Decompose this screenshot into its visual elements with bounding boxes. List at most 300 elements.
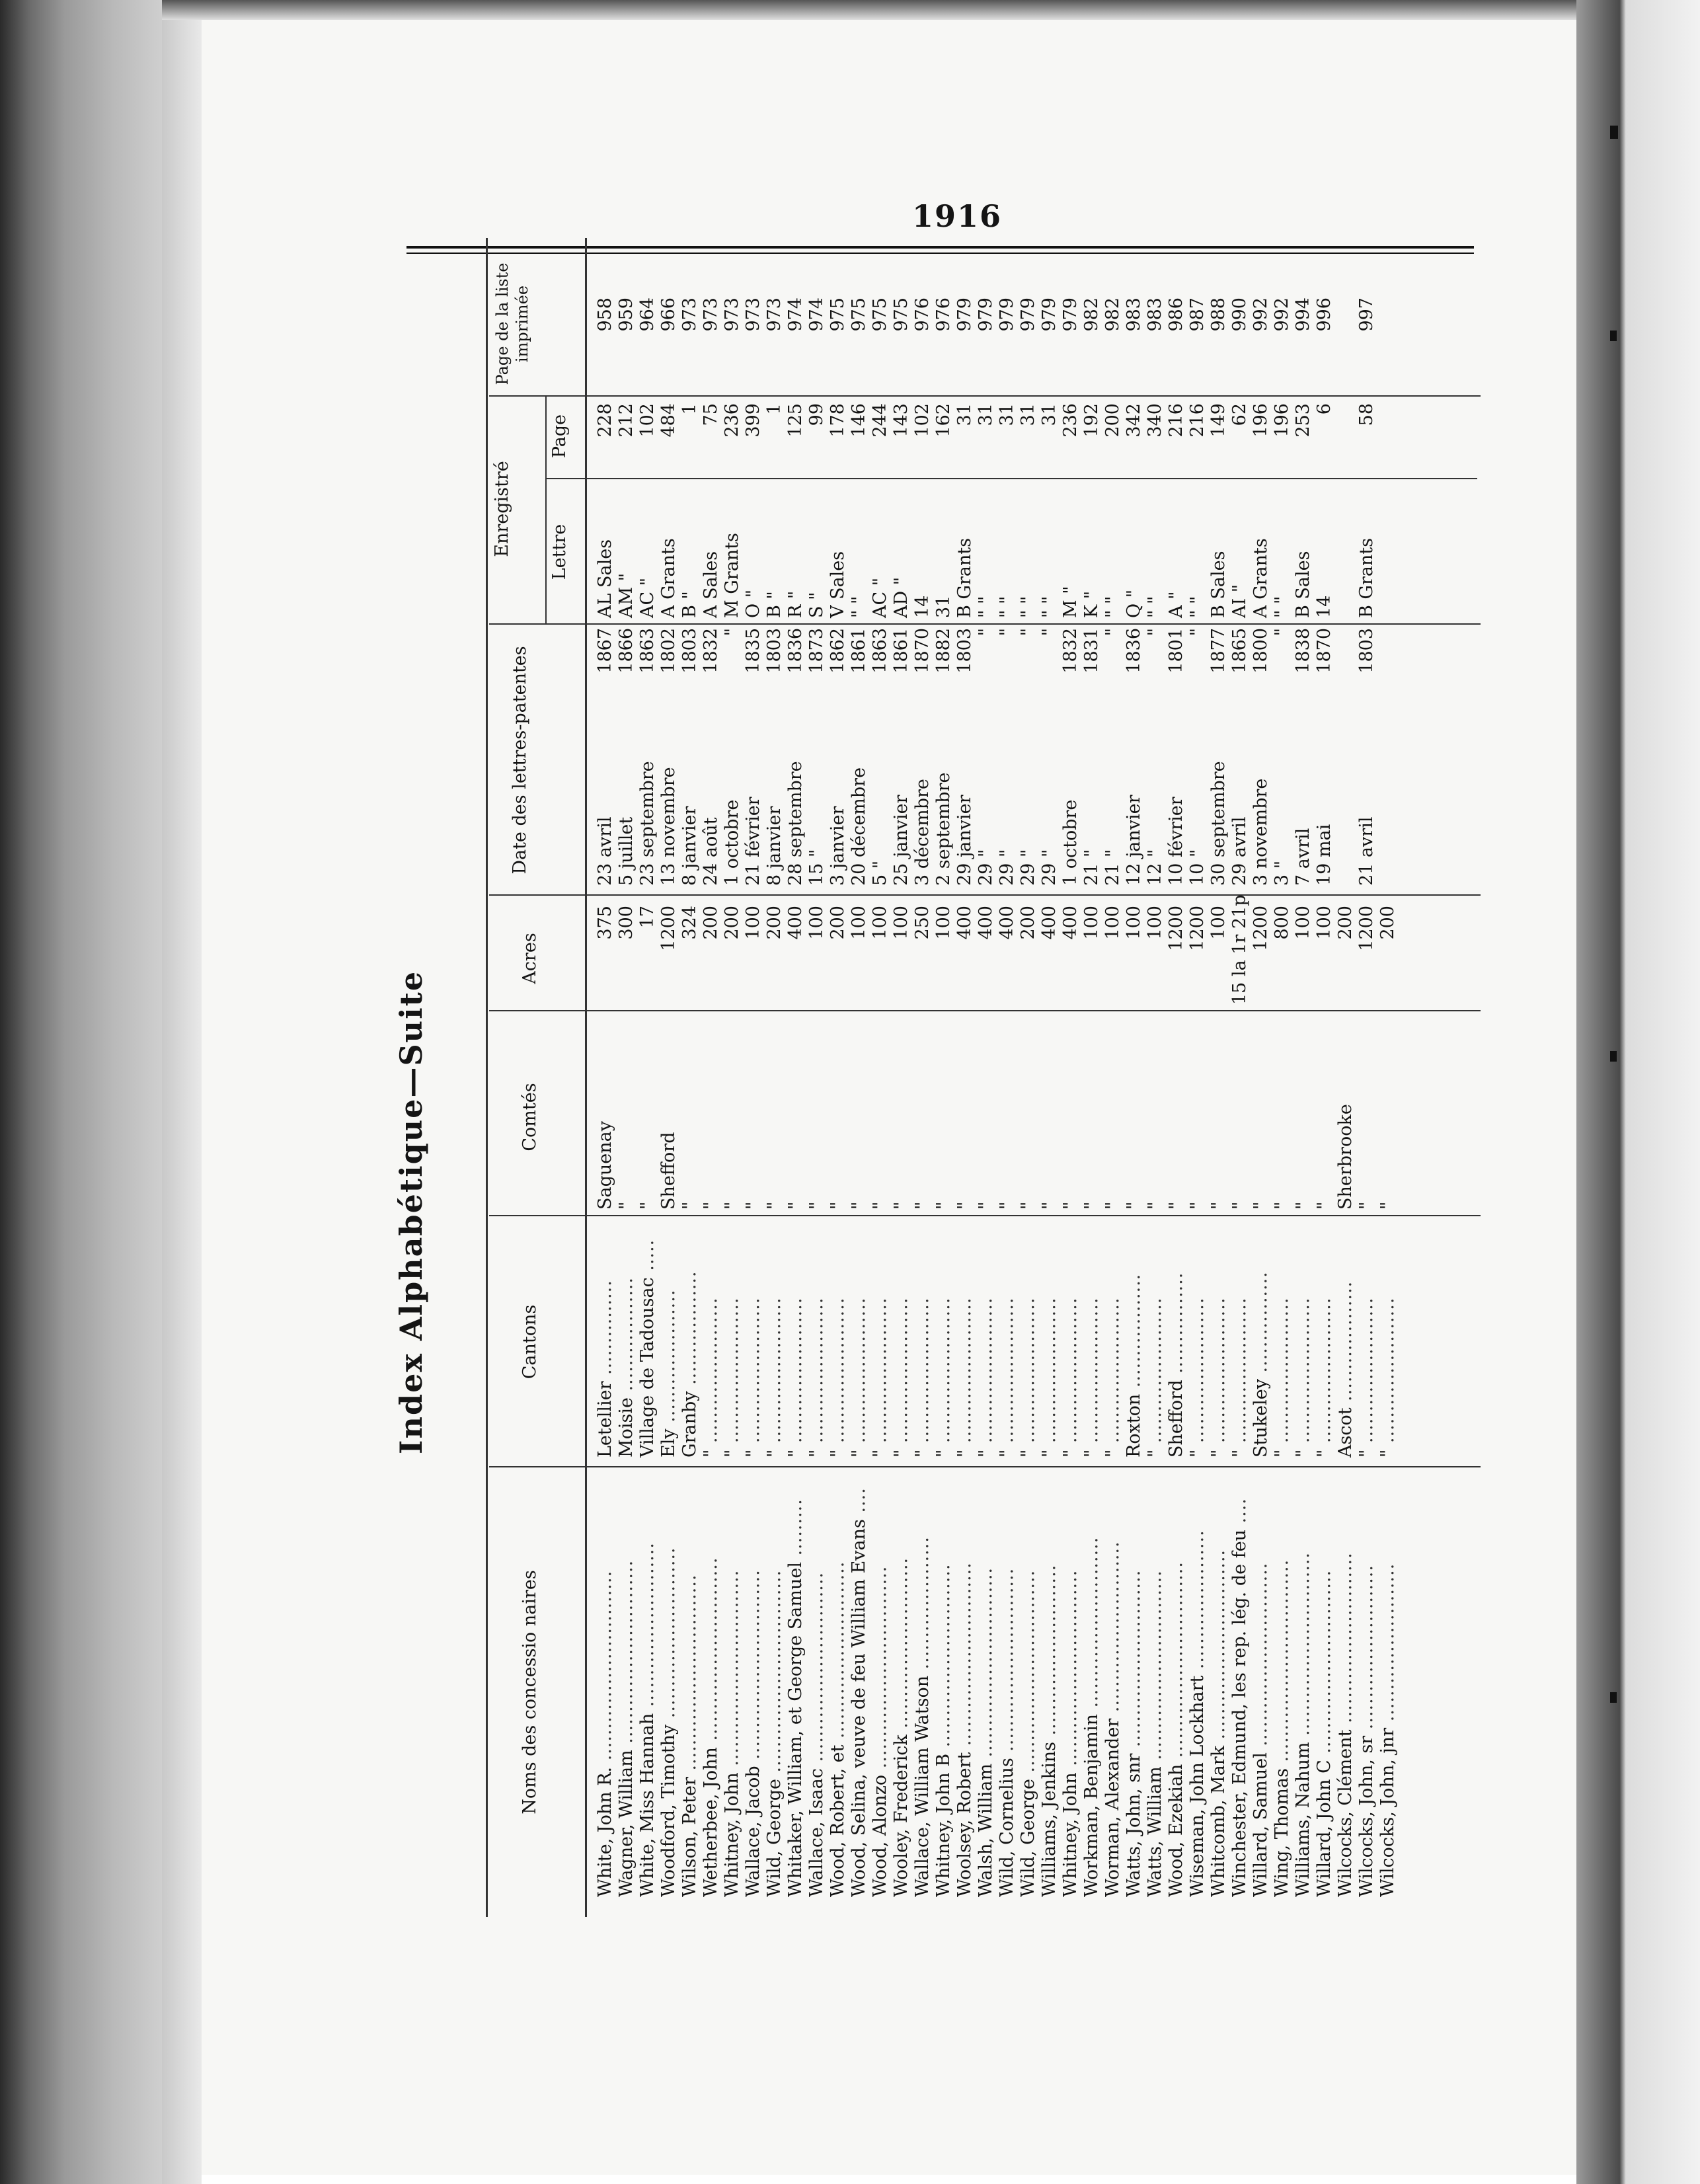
cell-annee [1124,628,1145,681]
cell-annee [933,628,954,681]
cell-lettre-text: " " [1039,596,1060,618]
cell-liste [1229,297,1251,390]
leader-dots: ............................. [933,1563,954,1754]
cell-comte [1314,1018,1335,1210]
cell-annee-text: 1836 [1124,628,1144,674]
cell-date-text: 24 août [701,817,721,886]
cell-acres-text: 1200 [1356,906,1377,951]
cell-annee [616,628,637,681]
cell-date [933,687,954,886]
cell-lettre-text: " " [1145,596,1165,618]
cell-page-text: 62 [1229,403,1250,426]
cell-canton-text: " [976,1449,996,1458]
cell-lettre-text: AI " [1229,584,1250,618]
cell-date-text: 3 décembre [912,779,933,886]
cell-date [1335,687,1356,886]
cell-lettre [637,483,658,618]
cell-date [743,687,764,886]
leader-dots: ....................... [1356,1297,1377,1450]
cell-canton-text: " [743,1449,763,1458]
cell-date-text: 21 février [743,797,763,886]
cell-lettre [849,483,870,618]
cell-acres-text: 400 [976,906,996,940]
cell-annee-text: 1831 [1081,628,1102,674]
cell-page-text: 228 [595,403,615,438]
cell-annee-text: 1832 [1060,628,1081,674]
cell-comte-text: " [785,1201,806,1210]
cell-liste [1377,297,1399,390]
leader-dots: .............................. [743,1569,763,1766]
cell-liste-text: 983 [1145,297,1165,332]
cell-date [658,687,679,886]
cell-nom [1145,1474,1166,1897]
cell-nom-text: Wood, Selina, veuve de feu William Evans [849,1519,869,1897]
cell-lettre [1102,483,1124,618]
cell-comte [722,1018,743,1210]
cell-page-text: 75 [701,403,721,426]
cell-comte-text: " [1124,1201,1144,1210]
cell-date-text: 30 septembre [1208,761,1229,886]
cell-acres [1293,906,1314,1005]
cell-liste [1335,297,1356,390]
cell-lettre [1314,483,1335,618]
leader-dots: ....................... [1081,1297,1102,1450]
cell-date-text: 8 janvier [764,806,785,886]
cell-liste [912,297,933,390]
cell-acres [1229,894,1251,1005]
cell-nom-text: Wild, George [764,1779,785,1897]
leader-dots: ........................... [1081,1536,1102,1714]
leader-dots: ...................... [1187,1530,1208,1676]
cell-page [828,403,849,476]
cell-acres-text: 100 [1124,906,1144,940]
cell-date [1187,687,1208,886]
cell-comte [828,1018,849,1210]
cell-acres-text: 200 [764,906,785,940]
cell-annee [785,628,806,681]
cell-annee [1314,628,1335,681]
leader-dots: .......................... [1356,1565,1377,1736]
cell-liste [616,297,637,390]
cell-comte-text: " [1102,1201,1123,1210]
cell-acres [658,906,679,1005]
leader-dots: ............................. [616,1559,637,1750]
cell-liste-text: 979 [976,297,996,332]
cell-acres-text: 324 [679,906,700,940]
leader-dots: ........................... [891,1557,911,1735]
cell-liste-text: 975 [849,297,869,332]
cell-canton [616,1220,637,1458]
cell-acres [1335,906,1356,1005]
header-acres: Acres [520,933,540,984]
cell-lettre-text: 31 [933,595,954,618]
cell-date [1356,687,1377,886]
cell-lettre-text: B " [679,591,700,618]
cell-nom-text: Whitney, John [1060,1772,1081,1897]
cell-page-text: 149 [1208,403,1229,438]
cell-acres-text: 800 [1272,906,1292,940]
cell-page [595,403,616,476]
cell-nom [806,1474,828,1897]
cell-liste-text: 973 [743,297,763,332]
leader-dots: ..... [637,1239,658,1278]
cell-nom [722,1474,743,1897]
cell-canton [1081,1220,1102,1458]
cell-liste-text: 997 [1356,297,1377,332]
cell-liste-text: 973 [764,297,785,332]
column-date [595,687,1399,886]
cell-page-text: 200 [1102,403,1123,438]
cell-page [1208,403,1229,476]
cell-liste-text: 973 [701,297,721,332]
cell-acres [933,906,954,1005]
cell-annee [954,628,976,681]
cell-date [1229,687,1251,886]
cell-date [891,687,912,886]
cell-canton [1187,1220,1208,1458]
cell-canton-text: " [1208,1449,1229,1458]
cell-date-text: 15 " [806,849,827,886]
cell-nom [954,1474,976,1897]
cell-lettre-text: V Sales [828,551,848,618]
cell-annee-text: 1863 [637,628,658,674]
cell-annee-text: 1835 [743,628,763,674]
leader-dots: ........................... [1335,1552,1356,1730]
cell-lettre-text: B Grants [1356,537,1377,618]
cell-acres [806,906,828,1005]
cell-lettre [701,483,722,618]
cell-page-text: 31 [954,403,975,426]
header-page: Page [549,414,570,459]
leader-dots: ............................. [1314,1569,1334,1760]
cell-page [1229,403,1251,476]
cell-lettre-text: B Sales [1208,551,1229,618]
cell-comte [870,1018,891,1210]
cell-comte [785,1018,806,1210]
page-margin-strip [162,0,202,2184]
cell-liste-text: 992 [1272,297,1292,332]
header-lettre: Lettre [549,524,570,580]
cell-annee [1166,628,1187,681]
cell-acres [722,906,743,1005]
cell-annee-text: 1863 [870,628,890,674]
cell-lettre [1039,483,1060,618]
cell-lettre-text: AM " [616,572,637,618]
cell-acres-text: 100 [849,906,869,940]
cell-lettre-text: " " [1187,596,1208,618]
cell-acres-text: 200 [828,906,848,940]
cell-page-text: 253 [1293,403,1313,438]
cell-acres-text: 200 [1377,906,1398,940]
cell-date-text: 29 " [997,849,1017,886]
cell-acres-text: 400 [997,906,1017,940]
cell-date [616,687,637,886]
leader-dots: .......................... [637,1542,658,1713]
cell-lettre [997,483,1018,618]
cell-lettre-text: " " [849,596,869,618]
cell-annee [637,628,658,681]
cell-date [954,687,976,886]
cell-date [1102,687,1124,886]
leader-dots: ....................... [785,1297,806,1450]
cell-liste [1356,297,1377,390]
cell-date-text: 23 avril [595,816,615,886]
cell-nom [679,1474,701,1897]
cell-liste [933,297,954,390]
cell-page [637,403,658,476]
leader-dots: .................. [616,1276,637,1397]
cell-annee [1377,628,1399,681]
cell-liste-text: 987 [1187,297,1208,332]
cell-nom-text: Walsh, William [976,1763,996,1897]
cell-lettre [1081,483,1102,618]
cell-liste-text: 979 [997,297,1017,332]
cell-lettre [1272,483,1293,618]
cell-canton [658,1220,679,1458]
cell-lettre [1145,483,1166,618]
cell-nom-text: Workman, Benjamin [1081,1713,1102,1897]
cell-date-text: 19 mai [1314,824,1334,886]
cell-date [701,687,722,886]
cell-page [1335,403,1356,476]
cell-annee-text: 1803 [1356,628,1377,674]
header-comtes: Comtés [520,1083,540,1151]
cell-liste [785,297,806,390]
cell-canton-text: " [1081,1449,1102,1458]
cell-page [849,403,870,476]
cell-page-text: 31 [976,403,996,426]
leader-dots: ........................... [1039,1564,1060,1742]
cell-nom-text: Wood, Robert, et [828,1744,848,1897]
cell-nom-text: Woolsey, Robert [954,1752,975,1897]
cell-nom [1166,1474,1187,1897]
cell-canton-text: " [1356,1449,1377,1458]
cell-date-text: 7 avril [1293,828,1313,886]
leader-dots: .................. [1124,1273,1144,1394]
cell-lettre [1187,483,1208,618]
leader-dots: ..................... [912,1536,933,1676]
cell-annee [806,628,828,681]
cell-annee [1208,628,1229,681]
cell-canton [722,1220,743,1458]
cell-date [1124,687,1145,886]
leader-dots: ................ [1166,1272,1186,1380]
cell-canton [1145,1220,1166,1458]
cell-date [637,687,658,886]
top-shadow [162,0,1576,20]
cell-nom-text: Wagner, William [616,1750,637,1897]
cell-acres-text: 400 [1039,906,1060,940]
cell-nom-text: White, Miss Hannah [637,1713,658,1897]
cell-annee-text: 1865 [1229,628,1250,674]
cell-page-text: 484 [658,403,679,438]
cell-annee-text: 1861 [891,628,911,674]
cell-lettre [616,483,637,618]
index-title-text: Index Alphabétique—Suite [393,970,429,1454]
leader-dots: ......................... [1377,1563,1398,1728]
cell-canton [595,1220,616,1458]
cell-annee [1081,628,1102,681]
cell-canton [1377,1220,1399,1458]
cell-date [1251,687,1272,886]
cell-liste [828,297,849,390]
cell-liste-text: 996 [1314,297,1334,332]
cell-date-text: 3 janvier [828,806,848,886]
cell-date [1377,687,1399,886]
cell-page [933,403,954,476]
cell-page-text: 146 [849,403,869,438]
cell-liste-text: 979 [1039,297,1060,332]
cell-acres-text: 100 [1145,906,1165,940]
leader-dots: ....................... [1102,1297,1123,1450]
cell-acres-text: 100 [1081,906,1102,940]
cell-acres [637,906,658,1005]
cell-liste [743,297,764,390]
cell-page [1039,403,1060,476]
cell-liste [1314,297,1335,390]
page-number: 1916 [912,198,1003,234]
cell-liste [954,297,976,390]
cell-annee [1060,628,1081,681]
cell-nom-text: Worman, Alexander [1102,1718,1123,1897]
cell-nom [870,1474,891,1897]
cell-lettre-text: B " [764,591,785,618]
cell-canton [1124,1220,1145,1458]
column-annee [595,628,1399,681]
cell-nom [637,1474,658,1897]
cell-liste-text: 973 [679,297,700,332]
cell-liste [1145,297,1166,390]
cell-nom-text: Watts, John, snr [1124,1753,1144,1897]
header-rule-bottom [585,238,587,1917]
cell-page-text: 102 [637,403,658,438]
cell-acres-text: 100 [891,906,911,940]
cell-acres-text: 100 [1208,906,1229,940]
cell-page-text: 216 [1166,403,1186,438]
col-sep [489,1215,1481,1216]
cell-liste-text: 974 [785,297,806,332]
cell-acres [891,906,912,1005]
cell-liste-text: 986 [1166,297,1186,332]
cell-annee-text: " [997,628,1017,637]
cell-acres [1272,906,1293,1005]
cell-lettre-text: S " [806,592,827,618]
cell-date [785,687,806,886]
cell-page [1018,403,1039,476]
cell-comte [1377,1018,1399,1210]
cell-acres [1356,906,1377,1005]
cell-liste [1039,297,1060,390]
cell-canton-text: Village de Tadousac [637,1277,658,1458]
cell-date-text: 28 septembre [785,761,806,886]
cell-comte [764,1018,785,1210]
cell-canton-text: Roxton [1124,1393,1144,1458]
cell-nom [1124,1474,1145,1897]
cell-acres [1081,906,1102,1005]
cell-comte-text: " [1272,1201,1292,1210]
cell-liste [1208,297,1229,390]
cell-canton-text: " [1377,1449,1398,1458]
cell-page [1166,403,1187,476]
leader-dots: .............................. [1145,1570,1165,1767]
cell-date-text: 8 janvier [679,806,700,886]
cell-comte [997,1018,1018,1210]
cell-acres [616,906,637,1005]
cell-canton [764,1220,785,1458]
cell-comte-text: " [1208,1201,1229,1210]
cell-annee-text: 1803 [954,628,975,674]
cell-acres-text: 100 [743,906,763,940]
cell-comte-text: " [701,1201,721,1210]
cell-annee [658,628,679,681]
cell-lettre-text: M Grants [722,533,742,618]
leader-dots: ................ [1251,1271,1271,1380]
leader-dots: ............... [595,1280,615,1382]
leader-dots: ....................... [1060,1297,1081,1450]
cell-annee [849,628,870,681]
cell-acres-text: 375 [595,906,615,940]
cell-comte-text: " [1081,1201,1102,1210]
cell-comte-text: " [1166,1201,1186,1210]
cell-nom-text: Wetherbee, John [701,1747,721,1897]
cell-canton [1293,1220,1314,1458]
cell-nom-text: Winchester, Edmund, les rep. lég. de feu [1229,1529,1250,1897]
cell-page-text: 244 [870,403,890,438]
cell-annee-text: 1803 [679,628,700,674]
cell-liste-text: 982 [1102,297,1123,332]
cell-nom [997,1474,1018,1897]
cell-liste-text: 994 [1293,297,1313,332]
cell-liste [1272,297,1293,390]
cell-nom [891,1474,912,1897]
cell-date [1314,687,1335,886]
cell-comte [891,1018,912,1210]
cell-date-text: 5 " [870,860,890,886]
leader-dots: ....................... [1187,1297,1208,1450]
cell-comte [976,1018,997,1210]
cell-page [1314,403,1335,476]
cell-canton-text: Shefford [1166,1380,1186,1458]
leader-dots: ..................... [658,1289,679,1429]
leader-dots: .............................. [806,1571,827,1769]
cell-nom [1356,1474,1377,1897]
cell-comte-text: " [1060,1201,1081,1210]
leader-dots: ....................... [954,1297,975,1450]
cell-liste [1081,297,1102,390]
cell-page [764,403,785,476]
cell-nom [701,1474,722,1897]
cell-annee [764,628,785,681]
cell-annee [743,628,764,681]
cell-canton-text: Ascot [1335,1407,1356,1458]
cell-liste [976,297,997,390]
cell-annee-text: 1832 [701,628,721,674]
cell-page-text: 6 [1314,403,1334,415]
cell-comte [1039,1018,1060,1210]
cell-page-text: 192 [1081,403,1102,438]
cell-liste-text: 975 [828,297,848,332]
leader-dots: ....................... [1039,1297,1060,1450]
cell-lettre [1293,483,1314,618]
cell-acres-text: 100 [1314,906,1334,940]
cell-canton [806,1220,828,1458]
cell-annee-text: 1867 [595,628,615,674]
cell-page [1251,403,1272,476]
cell-acres [743,906,764,1005]
cell-annee-text: 1861 [849,628,869,674]
cell-annee [976,628,997,681]
cell-annee [595,628,616,681]
